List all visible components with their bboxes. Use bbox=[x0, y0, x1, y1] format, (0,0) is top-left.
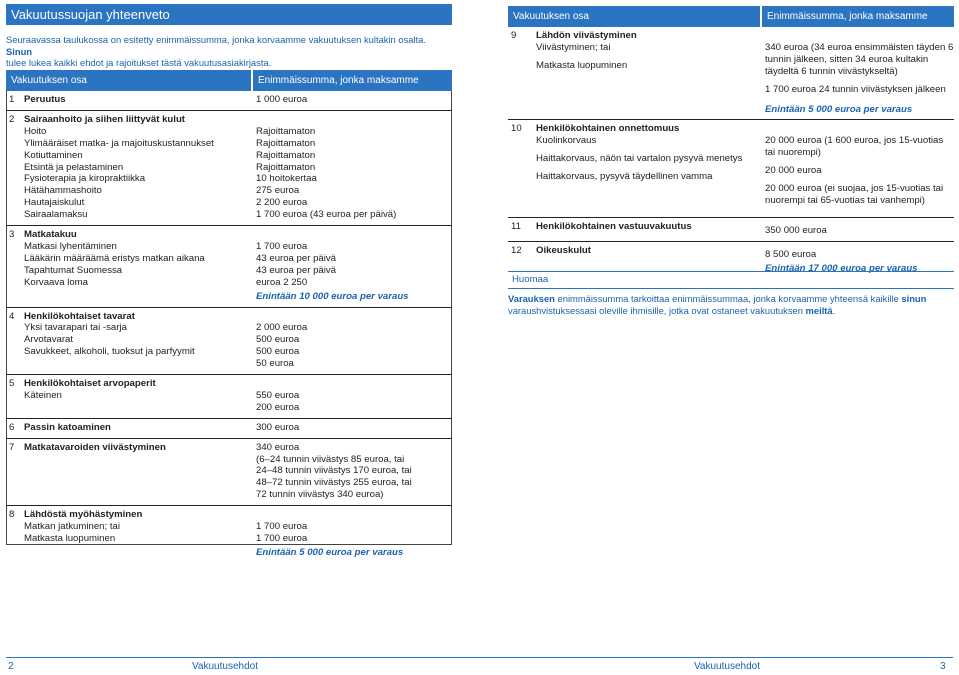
value-line: 300 euroa bbox=[256, 421, 300, 433]
row-values bbox=[761, 27, 954, 120]
row-number: 1 bbox=[9, 94, 15, 105]
section-title: Passin katoaminen bbox=[24, 421, 111, 433]
limit-text: Enintään 10 000 euroa per varaus bbox=[256, 290, 409, 302]
value-line: 43 euroa per päivä bbox=[256, 264, 337, 276]
limit-text: Enintään 5 000 euroa per varaus bbox=[256, 546, 404, 558]
value-spacer bbox=[256, 229, 452, 241]
value-line: 550 euroa bbox=[256, 389, 300, 401]
table-row bbox=[6, 506, 452, 563]
table-row bbox=[6, 418, 452, 438]
value-line: 20 000 euroa bbox=[765, 165, 822, 177]
note-bold-1: Varauksen bbox=[508, 293, 555, 304]
column-header-max: Enimmäissumma, jonka maksamme bbox=[252, 70, 452, 91]
sub-item: Lääkärin määräämä eristys matkan aikana bbox=[24, 252, 205, 264]
row-values bbox=[252, 110, 452, 225]
value-line: Rajoittamaton bbox=[256, 149, 316, 161]
row-values bbox=[252, 418, 452, 438]
sub-item: Matkasta luopuminen bbox=[536, 59, 628, 71]
value-line: 20 000 euroa (ei suojaa, jos 15-vuotias tai nuorempi tai 65-vuotias tai vanhempi) bbox=[765, 183, 944, 206]
value-line: 340 euroa bbox=[256, 441, 300, 453]
row-values bbox=[252, 506, 452, 563]
value-line: 1 700 euroa bbox=[256, 521, 308, 533]
section-title: Matkatavaroiden viivästyminen bbox=[24, 441, 166, 453]
value-line: 24–48 tunnin viivästys 170 euroa, tai bbox=[256, 465, 412, 477]
value-line: 340 euroa (34 euroa ensimmäisten täyden 6 tunnin jälkeen, sitten 34 euroa kultakin täydeltä 6 tunnin viivästykseltä) bbox=[765, 41, 954, 77]
row-part bbox=[24, 307, 252, 375]
value-line: 500 euroa bbox=[256, 346, 300, 358]
row-part bbox=[24, 375, 252, 419]
row-part bbox=[24, 226, 252, 307]
table-row bbox=[6, 375, 452, 419]
sub-item: Käteinen bbox=[24, 389, 62, 401]
table-row bbox=[6, 110, 452, 225]
row-number: 7 bbox=[6, 438, 24, 506]
value-line: 50 euroa bbox=[256, 358, 294, 370]
row-part bbox=[536, 217, 761, 241]
right-page-number: 3 bbox=[940, 661, 946, 672]
value-line: 200 euroa bbox=[256, 401, 300, 413]
table-row bbox=[6, 307, 452, 375]
limit-text: Enintään 5 000 euroa per varaus bbox=[765, 103, 913, 115]
row-number: 9 bbox=[511, 30, 517, 41]
table-row bbox=[508, 217, 954, 241]
sub-item: Etsintä ja pelastaminen bbox=[24, 161, 124, 173]
sub-item: Yksi tavarapari tai -sarja bbox=[24, 322, 127, 334]
note-text-4: . bbox=[832, 305, 836, 316]
row-number: 4 bbox=[6, 307, 24, 375]
value-line: 1 000 euroa bbox=[256, 94, 308, 105]
intro-bold: Sinun bbox=[6, 45, 33, 57]
sub-item: Hoito bbox=[24, 125, 47, 137]
row-number: 3 bbox=[6, 226, 24, 307]
note-title: Huomaa bbox=[508, 271, 954, 289]
row-number: 10 bbox=[508, 120, 536, 217]
row-part bbox=[24, 418, 252, 438]
section-title: Lähdön viivästyminen bbox=[536, 30, 637, 41]
value-line: 350 000 euroa bbox=[765, 224, 827, 236]
value-spacer bbox=[256, 311, 452, 323]
sub-item: Kotiuttaminen bbox=[24, 149, 83, 161]
row-values bbox=[252, 307, 452, 375]
section-title: Henkilökohtaiset arvopaperit bbox=[24, 378, 156, 390]
section-title: Henkilökohtainen vastuuvakuutus bbox=[536, 220, 692, 232]
sub-item: Sairaalamaksu bbox=[24, 209, 88, 221]
section-title: Peruutus bbox=[24, 94, 66, 105]
value-spacer bbox=[765, 123, 954, 135]
row-part bbox=[536, 120, 761, 217]
table-row bbox=[6, 438, 452, 506]
note-text-2: enimmäissumma tarkoittaa enimmäissummaa, jonka korvaamme yhteensä kaikille bbox=[554, 293, 902, 304]
intro-normal: Seuraavassa taulukossa on esitetty enimmäissumma, jonka korvaamme vakuutuksen kultakin osalta. bbox=[6, 34, 426, 45]
column-header-max: Enimmäissumma, jonka maksamme bbox=[761, 6, 954, 27]
right-brand: Vakuutusehdot bbox=[694, 661, 760, 672]
value-line: 2 000 euroa bbox=[256, 322, 308, 334]
row-part bbox=[24, 438, 252, 506]
value-line: 1 700 euroa bbox=[256, 240, 308, 252]
value-line: 500 euroa bbox=[256, 334, 300, 346]
sub-item: Viivästyminen; tai bbox=[536, 41, 611, 53]
row-values bbox=[252, 91, 452, 110]
value-spacer bbox=[765, 30, 954, 42]
row-values bbox=[252, 438, 452, 506]
value-line: Rajoittamaton bbox=[256, 137, 316, 149]
section-title: Henkilökohtainen onnettomuus bbox=[536, 123, 680, 135]
sub-item: Matkasi lyhentäminen bbox=[24, 240, 117, 252]
value-line: 1 700 euroa (43 euroa per päivä) bbox=[256, 209, 397, 221]
intro-text bbox=[6, 34, 446, 69]
note-text bbox=[508, 289, 954, 317]
value-spacer bbox=[256, 114, 452, 126]
value-line: Rajoittamaton bbox=[256, 125, 316, 137]
sub-item: Haittakorvaus, pysyvä täydellinen vamma bbox=[536, 171, 713, 183]
section-title: Lähdöstä myöhästyminen bbox=[24, 509, 143, 521]
value-line: 10 hoitokertaa bbox=[256, 173, 317, 185]
section-title: Oikeuskulut bbox=[536, 244, 591, 256]
sub-item: Kuolinkorvaus bbox=[536, 135, 597, 147]
value-line: 48–72 tunnin viivästys 255 euroa, tai bbox=[256, 477, 412, 489]
left-page-number: 2 bbox=[8, 661, 14, 672]
row-number: 2 bbox=[6, 110, 24, 225]
value-line: 275 euroa bbox=[256, 185, 300, 197]
row-values bbox=[252, 226, 452, 307]
row-part bbox=[536, 27, 761, 120]
column-header-part: Vakuutuksen osa bbox=[6, 70, 252, 91]
value-line: 43 euroa per päivä bbox=[256, 252, 337, 264]
row-number: 5 bbox=[6, 375, 24, 419]
sub-item: Tapahtumat Suomessa bbox=[24, 264, 123, 276]
row-part bbox=[24, 110, 252, 225]
table-row bbox=[6, 91, 452, 110]
value-line: 1 700 euroa bbox=[256, 533, 308, 544]
sub-item: Ylimääräiset matka- ja majoituskustannukset bbox=[24, 137, 214, 149]
value-line: Rajoittamaton bbox=[256, 161, 316, 173]
sub-item: Arvotavarat bbox=[24, 334, 74, 346]
row-values bbox=[761, 217, 954, 241]
sub-item: Matkasta luopuminen bbox=[24, 533, 116, 544]
value-line bbox=[256, 509, 452, 521]
row-part bbox=[24, 506, 252, 563]
row-number: 11 bbox=[508, 217, 536, 241]
section-title: Matkatakuu bbox=[24, 229, 77, 241]
sub-item: Korvaava loma bbox=[24, 276, 88, 288]
value-line: (6–24 tunnin viivästys 85 euroa, tai bbox=[256, 453, 405, 465]
page-footer bbox=[6, 657, 953, 674]
left-brand: Vakuutusehdot bbox=[192, 661, 258, 672]
row-number: 12 bbox=[508, 241, 536, 278]
note-box bbox=[508, 271, 954, 317]
sub-item: Fysioterapia ja kiropraktiikka bbox=[24, 173, 146, 185]
sub-item: Savukkeet, alkoholi, tuoksut ja parfyymit bbox=[24, 346, 195, 358]
value-line: 20 000 euroa (1 600 euroa, jos 15-vuotias tai nuorempi) bbox=[765, 135, 944, 159]
value-line: 2 200 euroa bbox=[256, 197, 308, 209]
intro-rest: tulee lukea kaikki ehdot ja rajoitukset tästä vakuutusasiakirjasta. bbox=[6, 57, 272, 68]
sub-item: Haittakorvaus, näön tai vartalon pysyvä menetys bbox=[536, 153, 743, 165]
row-number: 8 bbox=[6, 506, 24, 563]
coverage-table-right bbox=[508, 6, 954, 279]
value-line: 1 700 euroa 24 tunnin viivästyksen jälkeen bbox=[765, 83, 946, 95]
sub-item: Matkan jatkuminen; tai bbox=[24, 521, 120, 533]
row-number: 6 bbox=[6, 418, 24, 438]
table-row bbox=[508, 120, 954, 217]
row-values bbox=[252, 375, 452, 419]
coverage-table-left bbox=[6, 70, 452, 563]
row-part bbox=[24, 91, 252, 110]
table-row bbox=[508, 27, 954, 120]
value-line: 8 500 euroa bbox=[765, 248, 817, 260]
value-spacer bbox=[256, 378, 452, 390]
sub-item: Hätähammashoito bbox=[24, 185, 102, 197]
value-line: 72 tunnin viivästys 340 euroa) bbox=[256, 489, 384, 501]
table-row bbox=[6, 226, 452, 307]
section-title: Henkilökohtaiset tavarat bbox=[24, 310, 135, 322]
row-values bbox=[761, 120, 954, 217]
sub-item: Hautajaiskulut bbox=[24, 197, 85, 209]
value-line: euroa 2 250 bbox=[256, 276, 308, 288]
note-bold-3: meiltä bbox=[805, 305, 833, 316]
note-text-3: varaushvistuksessasi oleville ihmisille, jotka ovat ostaneet vakuutuksen bbox=[508, 305, 806, 316]
page-title: Vakuutussuojan yhteenveto bbox=[6, 4, 452, 25]
section-title: Sairaanhoito ja siihen liittyvät kulut bbox=[24, 113, 185, 125]
note-bold-2: sinun bbox=[901, 293, 927, 304]
column-header-part: Vakuutuksen osa bbox=[508, 6, 761, 27]
limit-text: Enintään 17 000 euroa per varaus bbox=[765, 262, 918, 274]
